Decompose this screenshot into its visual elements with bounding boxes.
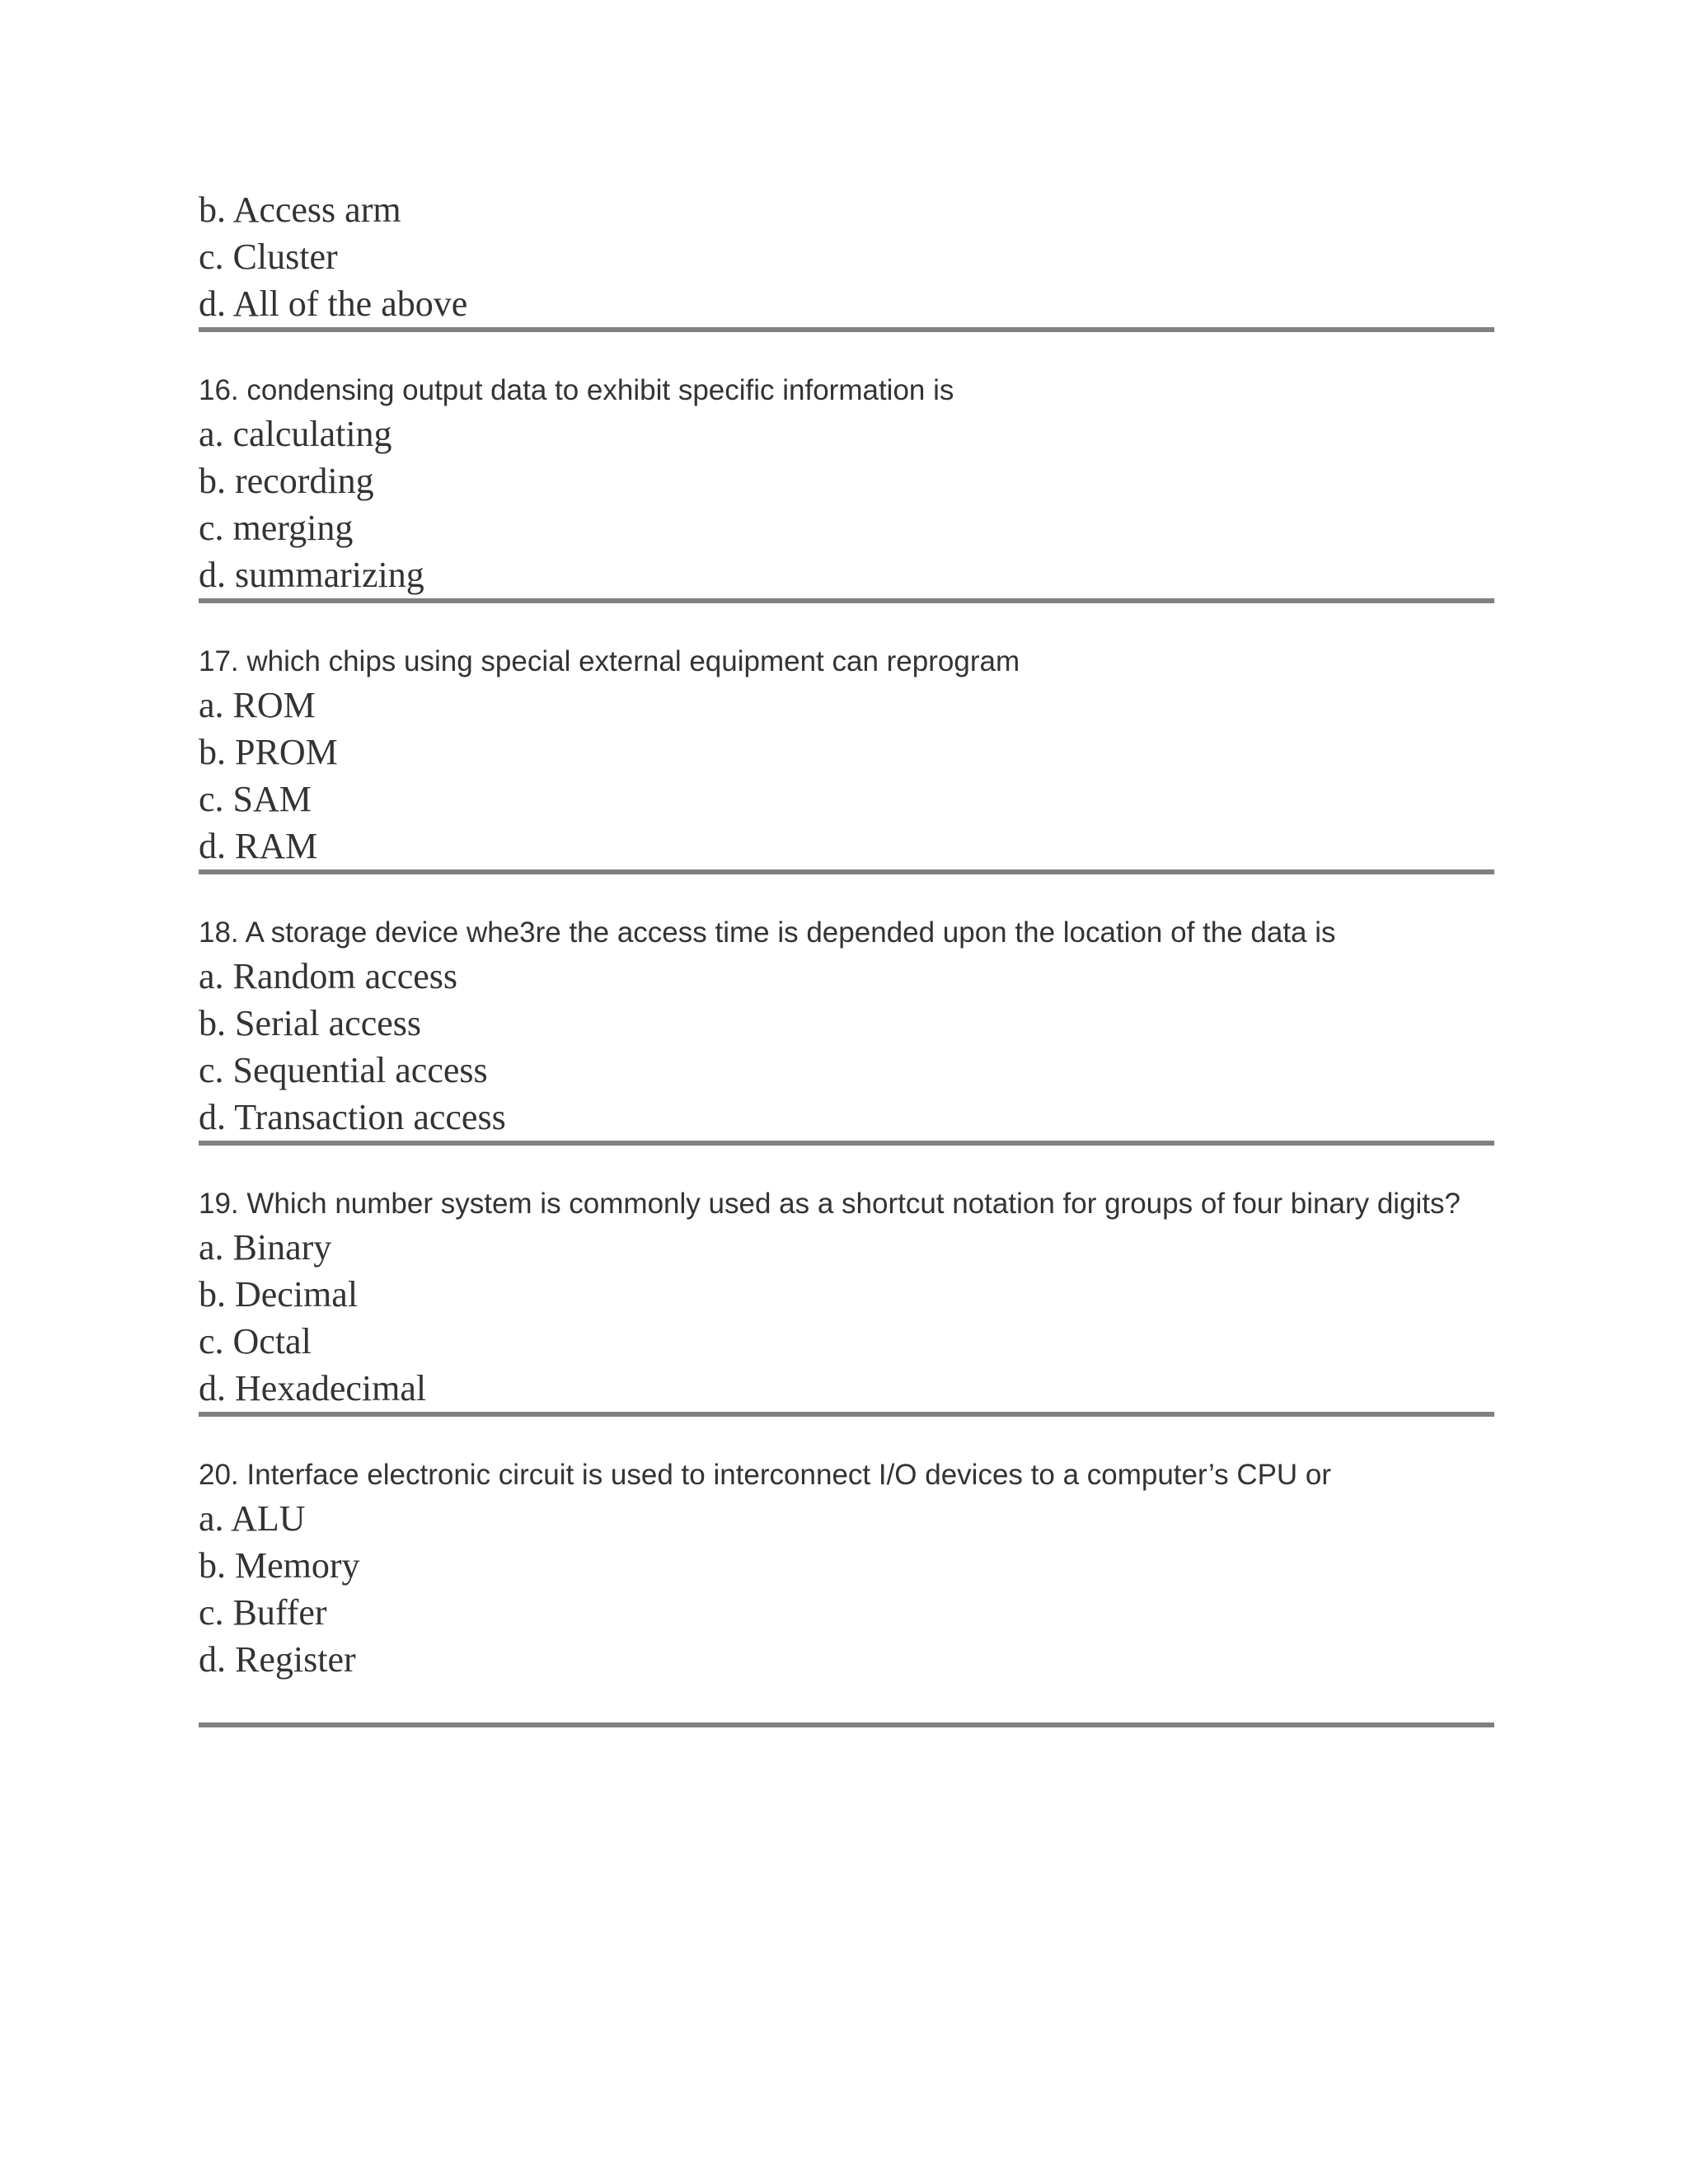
question-block-16 bbox=[199, 370, 1494, 603]
divider bbox=[199, 598, 1494, 603]
question-block-18 bbox=[199, 912, 1494, 1146]
divider bbox=[199, 1141, 1494, 1146]
option: a. calculating bbox=[199, 414, 392, 454]
option: c. Buffer bbox=[199, 1592, 327, 1633]
question-text: 19. Which number system is commonly used as a shortcut notation for groups of four binary digits? bbox=[199, 1188, 1461, 1220]
question-block-20 bbox=[199, 1455, 1494, 1727]
divider bbox=[199, 327, 1494, 332]
option: d. All of the above bbox=[199, 284, 468, 324]
divider bbox=[199, 1722, 1494, 1727]
question-block-19 bbox=[199, 1183, 1494, 1417]
question-text: 17. which chips using special external equipment can reprogram bbox=[199, 645, 1020, 677]
divider bbox=[199, 1412, 1494, 1417]
option: c. Sequential access bbox=[199, 1050, 488, 1090]
option: b. Decimal bbox=[199, 1274, 359, 1315]
option: d. Register bbox=[199, 1639, 356, 1680]
option: c. Cluster bbox=[199, 237, 338, 277]
question-text: 18. A storage device whe3re the access time is depended upon the location of the data is bbox=[199, 916, 1336, 949]
option: b. Serial access bbox=[199, 1003, 421, 1043]
option: a. ALU bbox=[199, 1498, 306, 1539]
question-text: 16. condensing output data to exhibit specific information is bbox=[199, 374, 954, 406]
option: b. PROM bbox=[199, 732, 338, 772]
option: d. summarizing bbox=[199, 555, 424, 595]
option: c. SAM bbox=[199, 779, 312, 819]
option: a. ROM bbox=[199, 685, 316, 725]
option: b. Access arm bbox=[199, 190, 401, 230]
option: a. Random access bbox=[199, 956, 457, 996]
quiz-page bbox=[199, 186, 1494, 1727]
option: c. Octal bbox=[199, 1321, 312, 1361]
divider bbox=[199, 869, 1494, 874]
option: d. Transaction access bbox=[199, 1097, 506, 1137]
option: b. recording bbox=[199, 461, 374, 501]
question-block-15 bbox=[199, 186, 1494, 332]
option: d. Hexadecimal bbox=[199, 1368, 427, 1408]
option: b. Memory bbox=[199, 1545, 360, 1586]
option: a. Binary bbox=[199, 1227, 332, 1268]
question-text: 20. Interface electronic circuit is used to interconnect I/O devices to a computer’s CPU or bbox=[199, 1459, 1332, 1491]
option: c. merging bbox=[199, 508, 354, 548]
question-block-17 bbox=[199, 641, 1494, 874]
option: d. RAM bbox=[199, 826, 318, 866]
